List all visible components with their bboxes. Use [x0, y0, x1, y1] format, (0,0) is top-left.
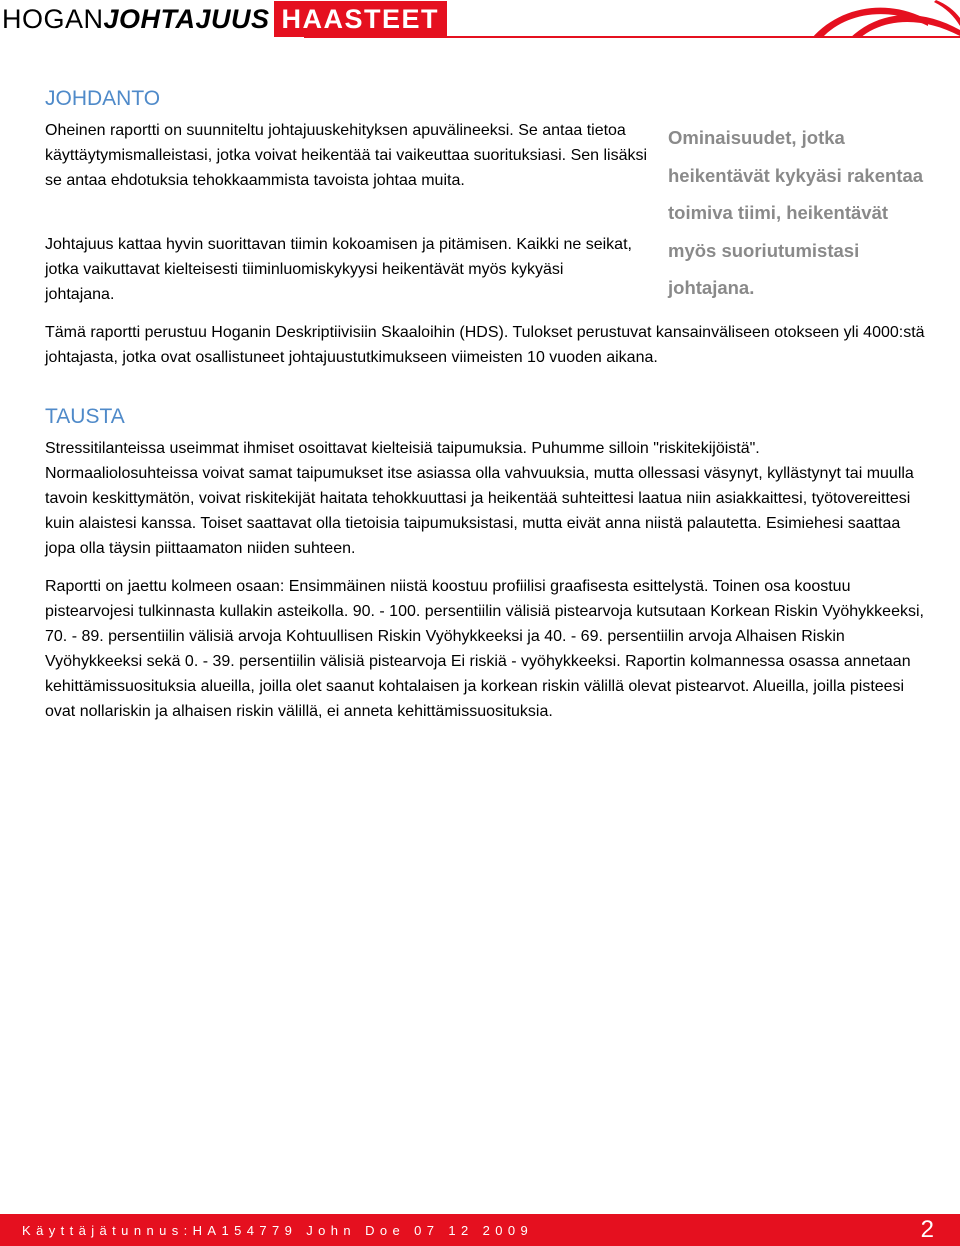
brand-hogan: HOGAN: [2, 3, 104, 34]
page-footer: [0, 1214, 960, 1246]
tausta-paragraph-1: Stressitilanteissa useimmat ihmiset osoittavat kielteisiä taipumuksia. Puhumme silloin "riskitekijöistä". Normaaliolosuhteissa voivat samat taipumukset itse asiassa olla vahvuuksia, mutta ollessasi väsynyt, kyllästynyt tai muulla tavoin keskittymätön, voivat riskitekijät haitata tehokkuuttasi ja heikentää suhteittesi laatua niin asiakkaittesi, työtovereittesi kuin alaistesi kanssa. Toiset saattavat olla tietoisia taipumuksistasi, mutta eivät anna niistä palautetta. Esimiehesi saattaa jopa olla täysin piittaamaton niiden suhteen.: [45, 440, 914, 557]
page-header: [0, 0, 960, 40]
swoosh-logo-icon: [810, 0, 960, 38]
brand-johtajuus: JOHTAJUUS: [103, 3, 270, 34]
footer-user-info: Käyttäjätunnus:HA154779 John Doe 07 12 2009: [22, 1223, 534, 1238]
brand-haasteet: HAASTEET: [274, 1, 448, 37]
page-number: 2: [920, 1216, 934, 1243]
johdanto-paragraph-1: Oheinen raportti on suunniteltu johtajuuskehityksen apuvälineeksi. Se antaa tietoa käyttäytymismalleistasi, jotka voivat heikentää tai vaikeuttaa suorituksiasi. Sen lisäksi se antaa ehdotuksia tehokkaammista tavoista johtaa muita.: [45, 122, 648, 189]
johdanto-paragraph-2: Johtajuus kattaa hyvin suorittavan tiimin kokoamisen ja pitämisen. Kaikki ne seikat, jotka vaikuttavat kielteisesti tiiminluomiskykyysi heikentävät myös kykyäsi johtajana.: [45, 236, 632, 303]
heading-tausta: TAUSTA: [45, 405, 125, 428]
tausta-paragraph-2: Raportti on jaettu kolmeen osaan: Ensimmäinen niistä koostuu profiilisi graafisesta esittelystä. Toinen osa koostuu pistearvojesi tulkinnasta kullakin asteikolla. 90. - 100. persentiilin välisiä pistearvoja kutsutaan Korkean Riskin Vyöhykkeeksi, 70. - 89. persentiilin välisiä arvoja Kohtuullisen Riskin Vyöhykkeeksi ja 40. - 69. persentiilin arvoja Alhaisen Riskin Vyöhykkeeksi sekä 0. - 39. persentiilin välisiä pistearvoja Ei riskiä - vyöhykkeeksi. Raportin kolmannessa osassa annetaan kehittämissuosituksia alueilla, joilla olet saanut kohtalaisen ja korkean riskin välillä olevat pistearvot. Alueilla, joilla pisteesi ovat nollariskin ja alhaisen riskin välillä, ei anneta kehittämissuosituksia.: [45, 578, 924, 720]
brand-logo: [2, 1, 447, 37]
johdanto-paragraph-3: Tämä raportti perustuu Hoganin Deskriptiivisiin Skaaloihin (HDS). Tulokset perustuvat kansainväliseen otokseen yli 4000:stä johtajasta, jotka ovat osallistuneet johtajuustutkimukseen viimeisten 10 vuoden aikana.: [45, 324, 925, 366]
pull-quote: Ominaisuudet, jotka heikentävät kykyäsi rakentaa toimiva tiimi, heikentävät myös suoriutumistasi johtajana.: [668, 127, 924, 298]
heading-johdanto: JOHDANTO: [45, 87, 161, 110]
